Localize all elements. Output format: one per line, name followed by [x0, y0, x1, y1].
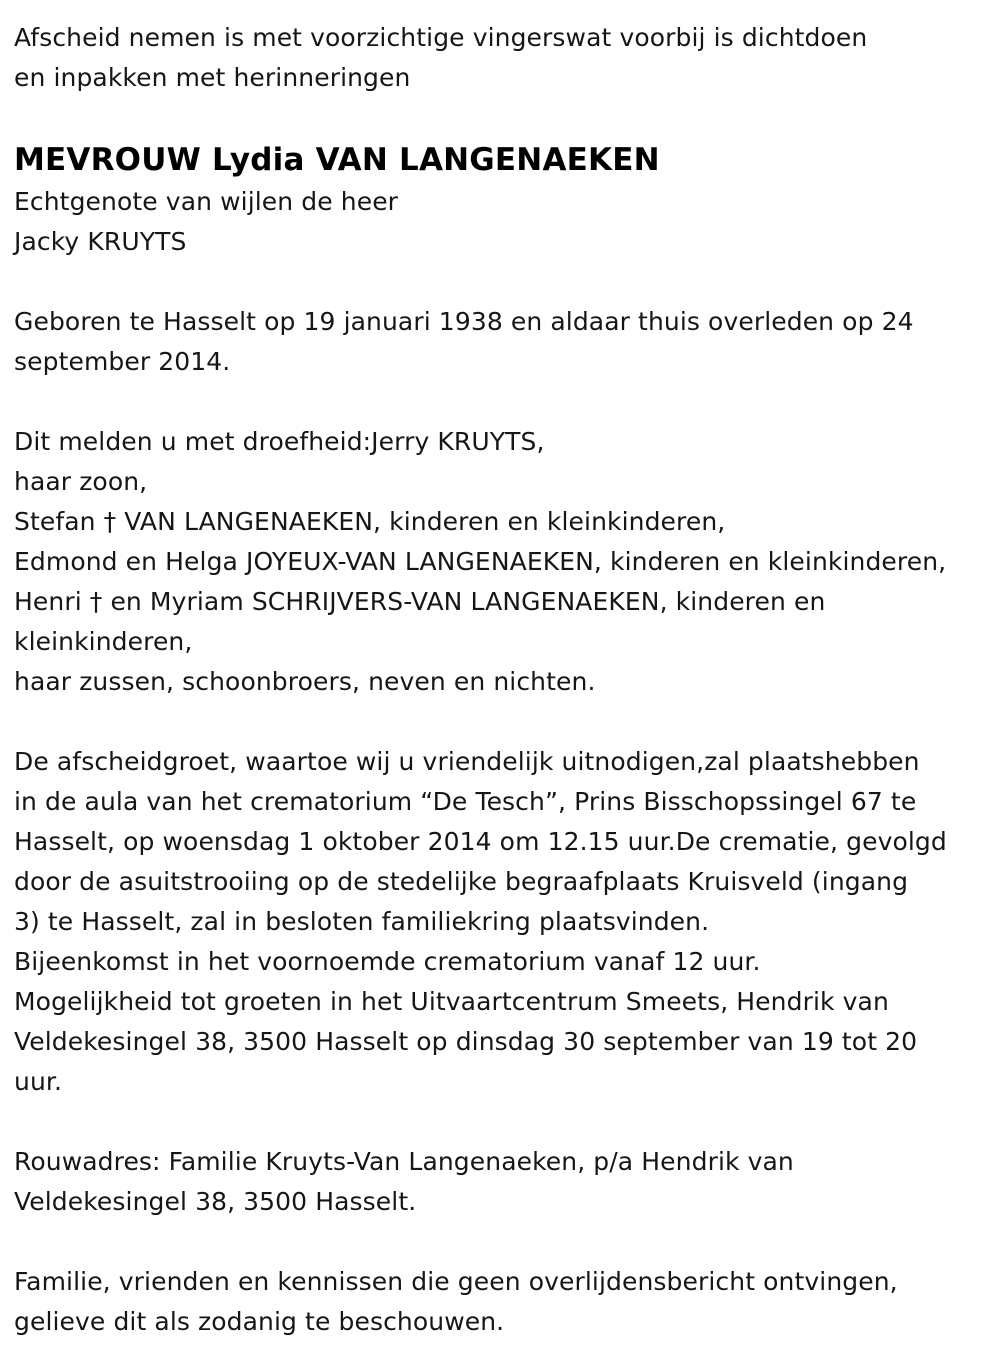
ceremony-line: Veldekesingel 38, 3500 Hasselt op dinsdag 30 september van 19 tot 20 — [14, 1027, 918, 1056]
mourning-address-line: Veldekesingel 38, 3500 Hasselt. — [14, 1187, 417, 1216]
spacer — [14, 702, 970, 742]
announcement-line: haar zoon, — [14, 467, 148, 496]
intro-line: en inpakken met herinneringen — [14, 63, 411, 92]
spacer — [14, 1102, 970, 1142]
announcement-line: kleinkinderen, — [14, 627, 193, 656]
birth-death-text — [14, 302, 970, 382]
spacer — [14, 98, 970, 138]
announcement-line: Dit melden u met droefheid:Jerry KRUYTS, — [14, 427, 545, 456]
closing-line: Familie, vrienden en kennissen die geen overlijdensbericht ontvingen, — [14, 1267, 898, 1296]
closing-line: gelieve dit als zodanig te beschouwen. — [14, 1307, 505, 1336]
ceremony-line: in de aula van het crematorium “De Tesch”, Prins Bisschopssingel 67 te — [14, 787, 917, 816]
ceremony-line: Hasselt, op woensdag 1 oktober 2014 om 12.15 uur.De crematie, gevolgd — [14, 827, 947, 856]
intro-text — [14, 18, 970, 98]
ceremony-line: uur. — [14, 1067, 63, 1096]
birth-death-line: september 2014. — [14, 347, 231, 376]
birth-death-line: Geboren te Hasselt op 19 januari 1938 en aldaar thuis overleden op 24 — [14, 307, 914, 336]
deceased-name: MEVROUW Lydia VAN LANGENAEKEN — [14, 142, 660, 178]
announcement-text — [14, 422, 970, 702]
closing-text — [14, 1262, 970, 1342]
spacer — [14, 262, 970, 302]
announcement-line: Edmond en Helga JOYEUX-VAN LANGENAEKEN, kinderen en kleinkinderen, — [14, 547, 947, 576]
spouse-text — [14, 182, 970, 262]
ceremony-line: door de asuitstrooiing op de stedelijke begraafplaats Kruisveld (ingang — [14, 867, 909, 896]
announcement-line: haar zussen, schoonbroers, neven en nichten. — [14, 667, 596, 696]
ceremony-line: Bijeenkomst in het voornoemde crematorium vanaf 12 uur. — [14, 947, 761, 976]
ceremony-text — [14, 742, 970, 1102]
announcement-line: Henri † en Myriam SCHRIJVERS-VAN LANGENAEKEN, kinderen en — [14, 587, 826, 616]
announcement-line: Stefan † VAN LANGENAEKEN, kinderen en kleinkinderen, — [14, 507, 726, 536]
mourning-address-text — [14, 1142, 970, 1222]
spouse-line: Echtgenote van wijlen de heer — [14, 187, 399, 216]
spacer — [14, 382, 970, 422]
intro-line: Afscheid nemen is met voorzichtige vingerswat voorbij is dichtdoen — [14, 23, 868, 52]
ceremony-line: 3) te Hasselt, zal in besloten familiekring plaatsvinden. — [14, 907, 710, 936]
ceremony-line: Mogelijkheid tot groeten in het Uitvaartcentrum Smeets, Hendrik van — [14, 987, 889, 1016]
ceremony-line: De afscheidgroet, waartoe wij u vriendelijk uitnodigen,zal plaatshebben — [14, 747, 920, 776]
mourning-address-line: Rouwadres: Familie Kruyts-Van Langenaeken, p/a Hendrik van — [14, 1147, 794, 1176]
spacer — [14, 1222, 970, 1262]
spouse-line: Jacky KRUYTS — [14, 227, 187, 256]
